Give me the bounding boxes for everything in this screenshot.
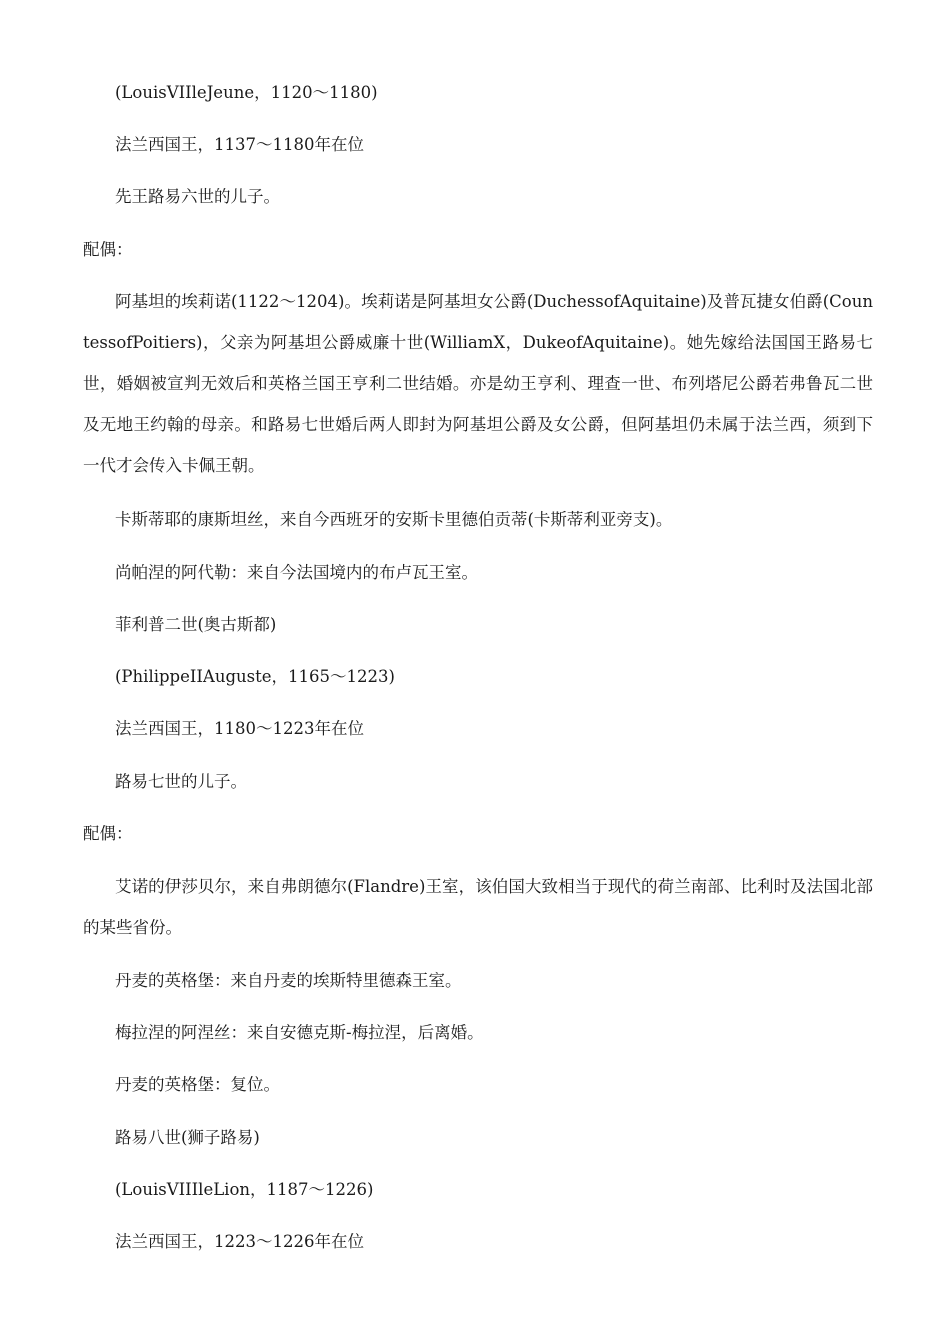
text-line: (PhilippeIIAuguste，1165～1223): [115, 667, 395, 686]
text-line: 丹麦的英格堡：复位。: [115, 1075, 280, 1094]
text-line: 丹麦的英格堡：来自丹麦的埃斯特里德森王室。: [115, 971, 462, 990]
text-line: 卡斯蒂耶的康斯坦丝，来自今西班牙的安斯卡里德伯贡蒂(卡斯蒂利亚旁支)。: [115, 510, 673, 529]
text-line: 先王路易六世的儿子。: [115, 187, 280, 206]
text-line: 法兰西国王，1180～1223年在位: [115, 719, 364, 738]
text-line: 菲利普二世(奥古斯都): [115, 615, 277, 634]
text-line: 尚帕涅的阿代勒：来自今法国境内的布卢瓦王室。: [115, 563, 478, 582]
text-line: 路易八世(狮子路易): [115, 1128, 260, 1147]
text-line: (LouisVIIIleLion，1187～1226): [115, 1180, 374, 1199]
text-line: 路易七世的儿子。: [115, 772, 247, 791]
section-label: 配偶：: [83, 824, 133, 843]
text-line: 法兰西国王，1223～1226年在位: [115, 1232, 364, 1251]
paragraph: 阿基坦的埃莉诺(1122～1204)。埃莉诺是阿基坦女公爵(DuchessofAquitaine)及普瓦捷女伯爵(CountessofPoitiers)，父亲为阿基坦公爵威廉十世(WilliamX，DukeofAquitaine)。她先嫁给法国国王路易七世，婚姻被宣判无效后和英格兰国王亨利二世结婚。亦是幼王亨利、理查一世、布列塔尼公爵若弗鲁瓦二世及无地王约翰的母亲。和路易七世婚后两人即封为阿基坦公爵及女公爵，但阿基坦仍未属于法兰西，须到下一代才会传入卡佩王朝。: [83, 292, 873, 475]
text-line: 法兰西国王，1137～1180年在位: [115, 135, 364, 154]
paragraph: 艾诺的伊莎贝尔，来自弗朗德尔(Flandre)王室，该伯国大致相当于现代的荷兰南部、比利时及法国北部的某些省份。: [83, 877, 873, 937]
text-line: (LouisVIIleJeune，1120～1180): [115, 83, 378, 102]
section-label: 配偶：: [83, 240, 133, 259]
text-line: 梅拉涅的阿涅丝：来自安德克斯-梅拉涅，后离婚。: [115, 1023, 484, 1042]
